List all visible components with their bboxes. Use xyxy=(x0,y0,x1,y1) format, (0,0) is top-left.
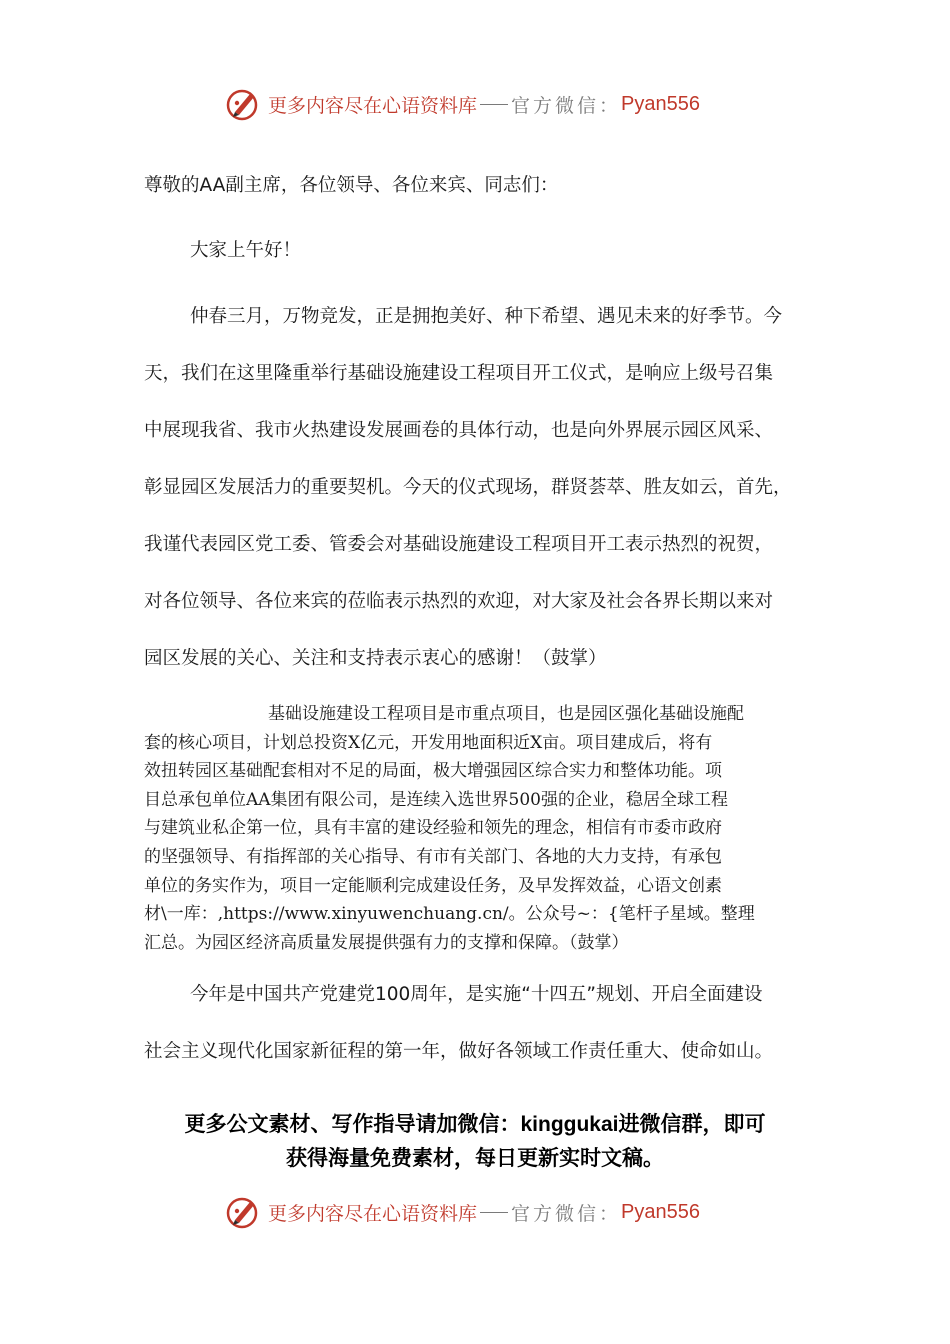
pen-logo-icon xyxy=(226,86,262,122)
paragraph1-line: 园区发展的关心、关注和支持表示衷心的感谢！（鼓掌） xyxy=(144,648,607,669)
watermark-gray-text: 官方微信： xyxy=(511,94,622,117)
watermark-dash xyxy=(480,1212,508,1213)
paragraph2 xyxy=(144,700,808,957)
paragraph1-line: 仲春三月，万物竞发，正是拥抱美好、种下希望、遇见未来的好季节。今 xyxy=(190,306,783,327)
paragraph2-line: 目总承包单位AA集团有限公司，是连续入选世界500强的企业，稳居全球工程 xyxy=(144,789,729,810)
salutation: 尊敬的AA副主席，各位领导、各位来宾、同志们： xyxy=(144,175,559,196)
paragraph1-line: 彰显园区发展活力的重要契机。今天的仪式现场，群贤荟萃、胜友如云，首先， xyxy=(144,477,792,498)
paragraph1-line: 中展现我省、我市火热建设发展画卷的具体行动，也是向外界展示园区风采、 xyxy=(144,420,774,441)
promo-line: 更多公文素材、写作指导请加微信：kinggukai进微信群，即可 xyxy=(184,1113,766,1136)
watermark-dash xyxy=(480,104,508,105)
promo-line: 获得海量免费素材，每日更新实时文稿。 xyxy=(286,1147,664,1170)
paragraph1-line: 对各位领导、各位来宾的莅临表示热烈的欢迎，对大家及社会各界长期以来对 xyxy=(144,591,774,612)
paragraph2-line: 单位的务实作为，项目一定能顺利完成建设任务，及早发挥效益，心语文创素 xyxy=(144,875,722,896)
paragraph2-line: 套的核心项目，计划总投资X亿元，开发用地面积近X亩。项目建成后，将有 xyxy=(144,732,713,753)
paragraph2-line: 汇总。为园区经济高质量发展提供强有力的支撑和保障。（鼓掌） xyxy=(144,932,629,953)
greeting: 大家上午好！ xyxy=(190,240,302,261)
paragraph2-line: 效扭转园区基础配套相对不足的局面，极大增强园区综合实力和整体功能。项 xyxy=(144,761,722,782)
watermark-gray-text: 官方微信： xyxy=(511,1202,622,1225)
paragraph1-line: 我谨代表园区党工委、管委会对基础设施建设工程项目开工表示热烈的祝贺， xyxy=(144,534,774,555)
paragraph3-line: 今年是中国共产党建党100周年，是实施“十四五”规划、开启全面建设 xyxy=(190,984,763,1005)
footer-watermark xyxy=(226,1192,700,1232)
paragraph2-line: 的坚强领导、有指挥部的关心指导、有市有关部门、各地的大力支持，有承包 xyxy=(144,846,722,867)
watermark-wechat-id: Pyan556 xyxy=(621,1200,700,1223)
paragraph2-line: 材\一库：,https://www.xinyuwenchuang.cn/。公众号~：{笔杆子星域。整理 xyxy=(144,904,755,925)
header-watermark xyxy=(226,84,700,124)
paragraph3-line: 社会主义现代化国家新征程的第一年，做好各领域工作责任重大、使命如山。 xyxy=(144,1041,774,1062)
watermark-red-text: 更多内容尽在心语资料库 xyxy=(268,1202,478,1225)
paragraph2-line: 基础设施建设工程项目是市重点项目，也是园区强化基础设施配 xyxy=(268,704,744,724)
pen-logo-icon xyxy=(226,1194,262,1230)
paragraph1-line: 天，我们在这里隆重举行基础设施建设工程项目开工仪式，是响应上级号召集 xyxy=(144,363,774,384)
watermark-wechat-id: Pyan556 xyxy=(621,92,700,115)
paragraph2-line: 与建筑业私企第一位，具有丰富的建设经验和领先的理念，相信有市委市政府 xyxy=(144,818,722,839)
watermark-red-text: 更多内容尽在心语资料库 xyxy=(268,94,478,117)
